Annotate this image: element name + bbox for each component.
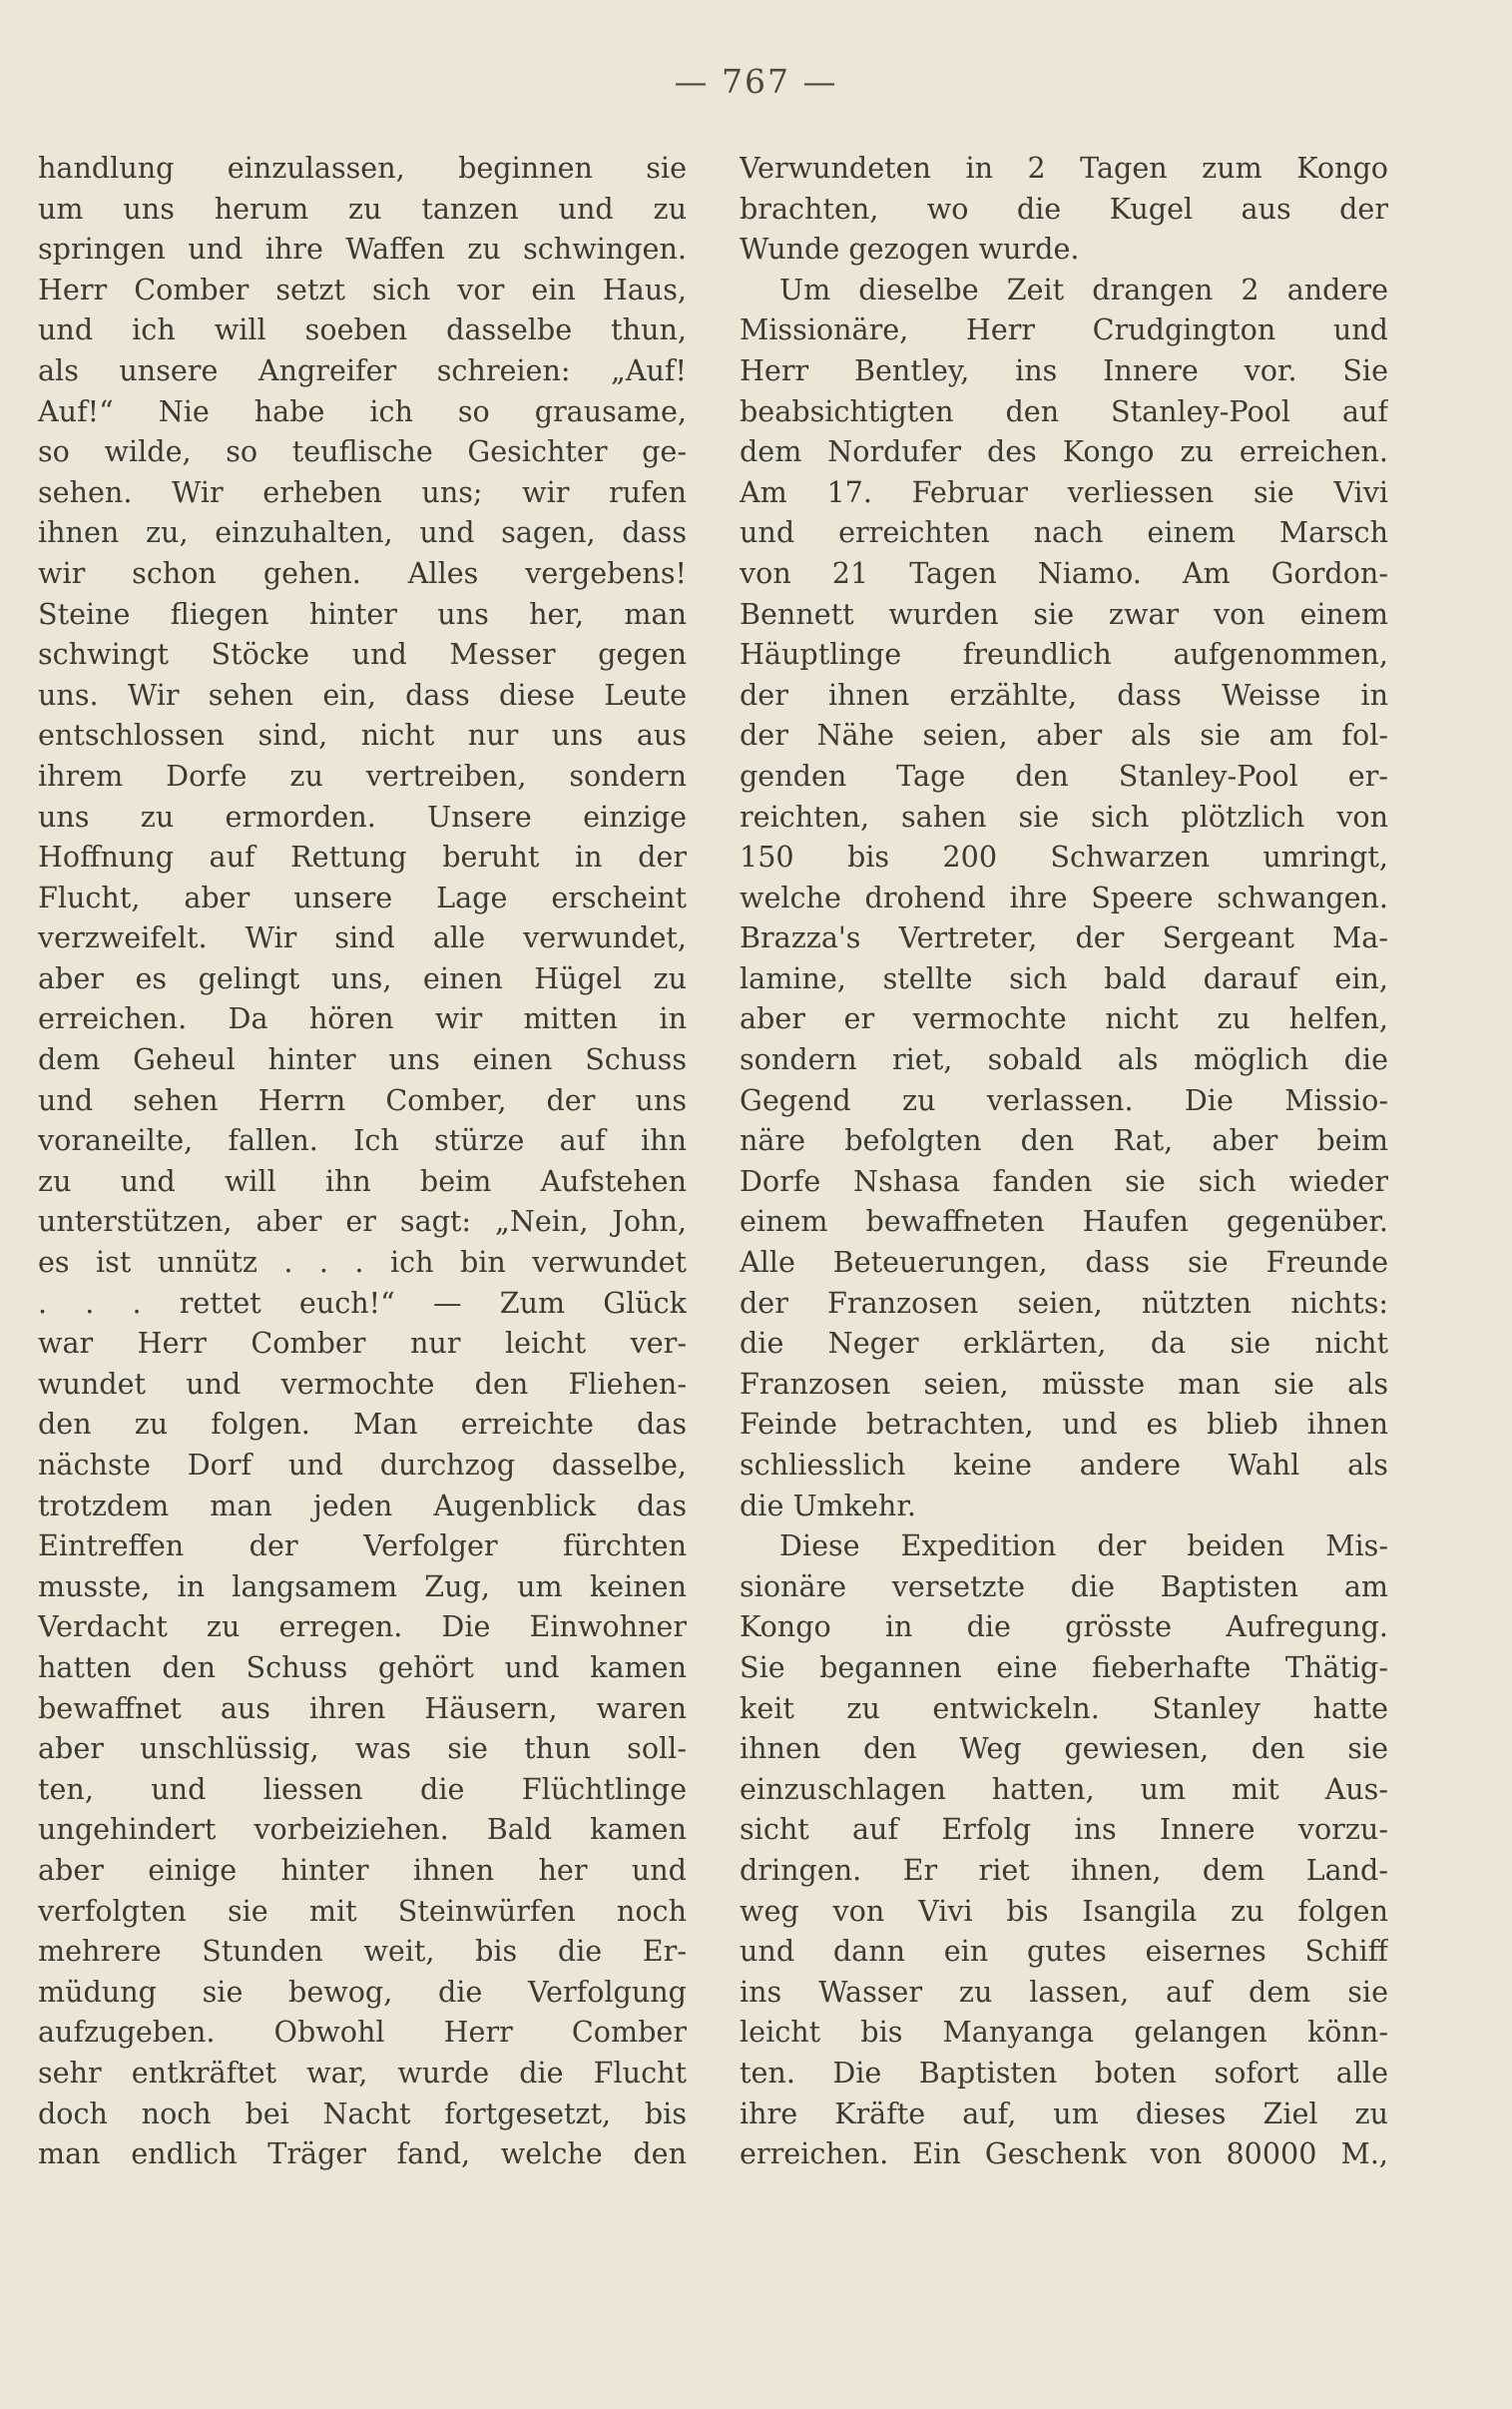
text-line: ins Wasser zu lassen, auf dem sie <box>740 1974 1388 2009</box>
text-line: sondern riet, sobald als möglich die <box>740 1042 1388 1077</box>
text-line: Sie begannen eine fieberhafte Thätig- <box>740 1649 1388 1684</box>
text-line: leicht bis Manyanga gelangen könn- <box>740 2015 1388 2050</box>
text-line: und ich will soeben dasselbe thun, <box>38 312 687 347</box>
text-line: näre befolgten den Rat, aber beim <box>740 1123 1388 1158</box>
text-line: nächste Dorf und durchzog dasselbe, <box>38 1448 687 1482</box>
text-line: doch noch bei Nacht fortgesetzt, bis <box>38 2096 687 2130</box>
text-line: hatten den Schuss gehört und kamen <box>38 1649 687 1684</box>
text-line: Herr Comber setzt sich vor ein Haus, <box>38 272 687 306</box>
text-line: bewaffnet aus ihren Häusern, waren <box>38 1690 687 1725</box>
text-line: man endlich Träger fand, welche den <box>38 2136 687 2171</box>
text-line: erreichen. Da hören wir mitten in <box>38 1001 687 1036</box>
text-line: der Nähe seien, aber als sie am fol- <box>740 718 1388 753</box>
text-line: Missionäre, Herr Crudgington und <box>740 312 1388 347</box>
text-line: Eintreffen der Verfolger fürchten <box>38 1528 687 1563</box>
text-line: musste, in langsamem Zug, um keinen <box>38 1568 687 1603</box>
text-line: handlung einzulassen, beginnen sie <box>38 151 687 185</box>
text-line: Auf!“ Nie habe ich so grausame, <box>38 393 687 428</box>
text-line: dringen. Er riet ihnen, dem Land- <box>740 1852 1388 1887</box>
text-line: beabsichtigten den Stanley-Pool auf <box>740 393 1388 428</box>
text-line: und erreichten nach einem Marsch <box>740 515 1388 550</box>
text-line: Hoffnung auf Rettung beruht in der <box>38 840 687 875</box>
text-line: Wunde gezogen wurde. <box>740 232 1080 267</box>
text-line: ungehindert vorbeiziehen. Bald kamen <box>38 1812 687 1847</box>
text-line: uns. Wir sehen ein, dass diese Leute <box>38 677 687 712</box>
text-line: Brazza's Vertreter, der Sergeant Ma- <box>740 920 1388 955</box>
text-line: aber einige hinter ihnen her und <box>38 1852 687 1887</box>
text-line: verzweifelt. Wir sind alle verwundet, <box>38 920 687 955</box>
text-line: . . . rettet euch!“ — Zum Glück <box>38 1285 687 1320</box>
text-line: der ihnen erzählte, dass Weisse in <box>740 677 1388 712</box>
text-line: wir schon gehen. Alles vergebens! <box>38 555 687 590</box>
text-line: 150 bis 200 Schwarzen umringt, <box>740 840 1388 875</box>
text-line: und sehen Herrn Comber, der uns <box>38 1082 687 1117</box>
text-line: brachten, wo die Kugel aus der <box>740 191 1388 226</box>
text-line: verfolgten sie mit Steinwürfen noch <box>38 1893 687 1928</box>
text-line: aber es gelingt uns, einen Hügel zu <box>38 960 687 995</box>
text-line: Häuptlinge freundlich aufgenommen, <box>740 637 1388 672</box>
text-line: den zu folgen. Man erreichte das <box>38 1407 687 1442</box>
text-line: schliesslich keine andere Wahl als <box>740 1448 1388 1482</box>
text-line: ihre Kräfte auf, um dieses Ziel zu <box>740 2096 1388 2130</box>
text-line: um uns herum zu tanzen und zu <box>38 191 687 226</box>
text-line: war Herr Comber nur leicht ver- <box>38 1326 687 1361</box>
text-line: sehr entkräftet war, wurde die Flucht <box>38 2055 687 2090</box>
text-line: erreichen. Ein Geschenk von 80000 M., <box>740 2136 1388 2171</box>
text-line: reichten, sahen sie sich plötzlich von <box>740 799 1388 834</box>
text-line: einem bewaffneten Haufen gegenüber. <box>740 1204 1388 1239</box>
text-line: Herr Bentley, ins Innere vor. Sie <box>740 352 1388 387</box>
text-line: sionäre versetzte die Baptisten am <box>740 1568 1388 1603</box>
text-line: sehen. Wir erheben uns; wir rufen <box>38 474 687 509</box>
text-line: aufzugeben. Obwohl Herr Comber <box>38 2015 687 2050</box>
text-line: Flucht, aber unsere Lage erscheint <box>38 880 687 914</box>
text-line: Kongo in die grösste Aufregung. <box>740 1609 1388 1644</box>
text-line: von 21 Tagen Niamo. Am Gordon- <box>740 555 1388 590</box>
text-line: Alle Beteuerungen, dass sie Freunde <box>740 1245 1388 1280</box>
text-line: Gegend zu verlassen. Die Missio- <box>740 1082 1388 1117</box>
text-line: welche drohend ihre Speere schwangen. <box>740 880 1388 914</box>
right-column <box>740 148 1388 2174</box>
text-line: Feinde betrachten, und es blieb ihnen <box>740 1407 1388 1442</box>
text-line: Diese Expedition der beiden Mis- <box>779 1528 1388 1563</box>
text-line: keit zu entwickeln. Stanley hatte <box>740 1690 1388 1725</box>
text-line: ihnen zu, einzuhalten, und sagen, dass <box>38 515 687 550</box>
text-line: ihnen den Weg gewiesen, den sie <box>740 1731 1388 1766</box>
text-line: Verdacht zu erregen. Die Einwohner <box>38 1609 687 1644</box>
text-line: einzuschlagen hatten, um mit Aus- <box>740 1771 1388 1806</box>
text-line: ihrem Dorfe zu vertreiben, sondern <box>38 758 687 793</box>
text-line: trotzdem man jeden Augenblick das <box>38 1488 687 1522</box>
text-line: zu und will ihn beim Aufstehen <box>38 1163 687 1198</box>
text-line: aber er vermochte nicht zu helfen, <box>740 1001 1388 1036</box>
text-line: wundet und vermochte den Fliehen- <box>38 1366 687 1401</box>
text-line: genden Tage den Stanley-Pool er- <box>740 758 1388 793</box>
text-line: dem Nordufer des Kongo zu erreichen. <box>740 434 1388 469</box>
text-line: aber unschlüssig, was sie thun soll- <box>38 1731 687 1766</box>
text-line: die Neger erklärten, da sie nicht <box>740 1326 1388 1361</box>
text-line: Dorfe Nshasa fanden sie sich wieder <box>740 1163 1388 1198</box>
text-line: mehrere Stunden weit, bis die Er- <box>38 1934 687 1969</box>
text-line: ten. Die Baptisten boten sofort alle <box>740 2055 1388 2090</box>
text-line: Franzosen seien, müsste man sie als <box>740 1366 1388 1401</box>
text-line: es ist unnütz . . . ich bin verwundet <box>38 1245 687 1280</box>
text-line: Um dieselbe Zeit drangen 2 andere <box>779 272 1388 306</box>
text-line: schwingt Stöcke und Messer gegen <box>38 637 687 672</box>
text-line: so wilde, so teuflische Gesichter ge- <box>38 434 687 469</box>
text-line: entschlossen sind, nicht nur uns aus <box>38 718 687 753</box>
page-number: — 767 — <box>674 62 838 101</box>
text-line: als unsere Angreifer schreien: „Auf! <box>38 352 687 387</box>
text-line: die Umkehr. <box>740 1488 916 1522</box>
text-line: voraneilte, fallen. Ich stürze auf ihn <box>38 1123 687 1158</box>
text-line: dem Geheul hinter uns einen Schuss <box>38 1042 687 1077</box>
text-line: Steine fliegen hinter uns her, man <box>38 596 687 631</box>
text-line: Bennett wurden sie zwar von einem <box>740 596 1388 631</box>
text-line: Am 17. Februar verliessen sie Vivi <box>740 474 1388 509</box>
text-line: der Franzosen seien, nützten nichts: <box>740 1285 1388 1320</box>
text-line: lamine, stellte sich bald darauf ein, <box>740 960 1388 995</box>
text-line: müdung sie bewog, die Verfolgung <box>38 1974 687 2009</box>
text-line: uns zu ermorden. Unsere einzige <box>38 799 687 834</box>
text-line: Verwundeten in 2 Tagen zum Kongo <box>740 151 1388 185</box>
text-line: und dann ein gutes eisernes Schiff <box>740 1934 1388 1969</box>
text-line: ten, und liessen die Flüchtlinge <box>38 1771 687 1806</box>
text-line: weg von Vivi bis Isangila zu folgen <box>740 1893 1388 1928</box>
text-line: unterstützen, aber er sagt: „Nein, John, <box>38 1204 687 1239</box>
left-column <box>38 148 687 2174</box>
text-line: sicht auf Erfolg ins Innere vorzu- <box>740 1812 1388 1847</box>
text-line: springen und ihre Waffen zu schwingen. <box>38 232 687 267</box>
